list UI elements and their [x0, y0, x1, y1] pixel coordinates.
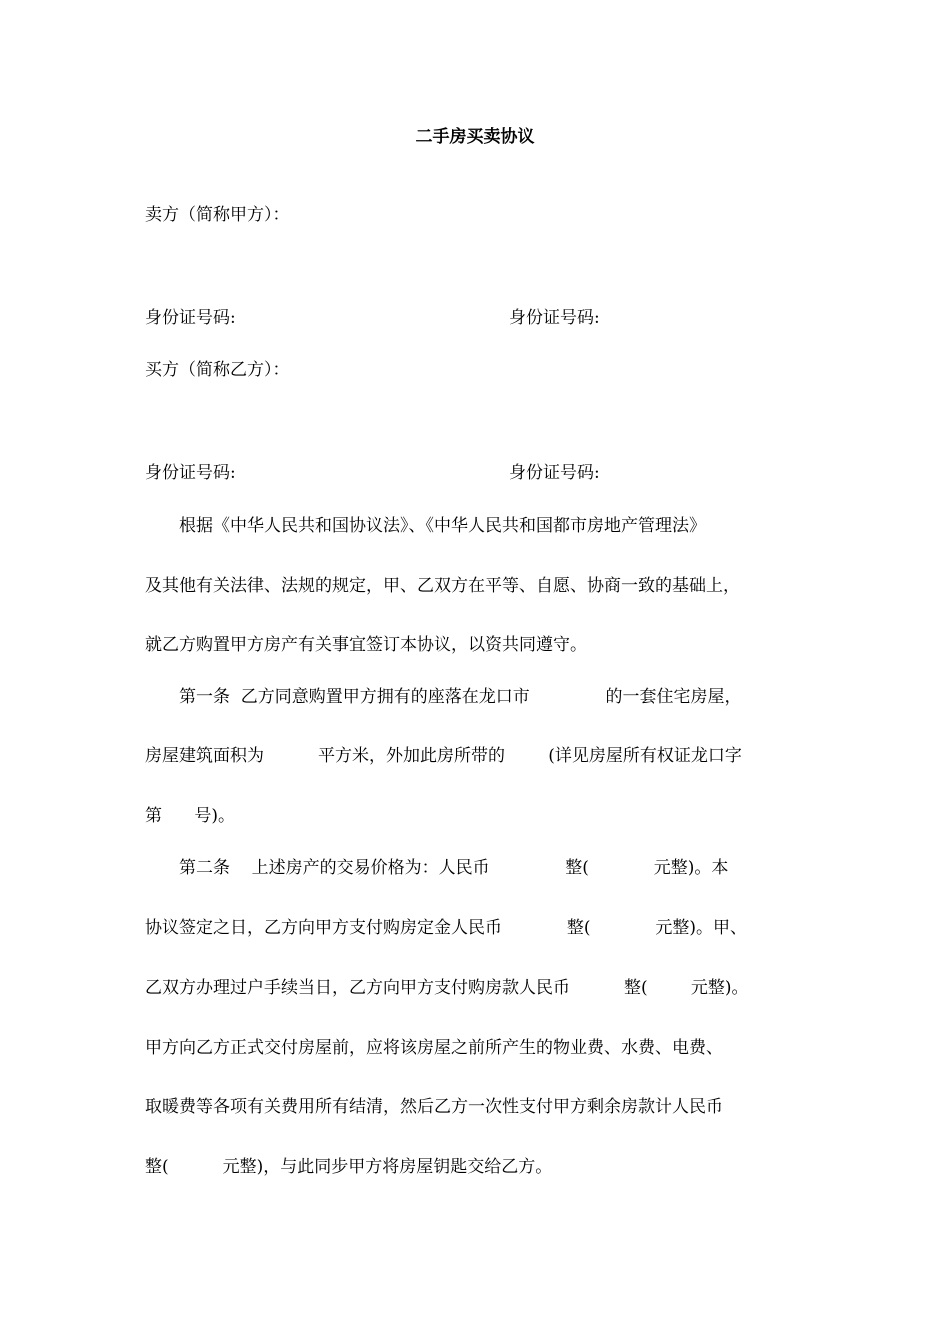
article-2-line: 甲方向乙方正式交付房屋前，应将该房屋之前所产生的物业费、水费、电费、: [145, 1038, 723, 1058]
article-2-line: 乙双方办理过户手续当日，乙方向甲方支付购房款人民币 整( 元整)。: [145, 978, 749, 998]
buyer-id-label-1: 身份证号码:: [145, 463, 236, 483]
body-line: 就乙方购置甲方房产有关事宜签订本协议，以资共同遵守。: [145, 635, 587, 655]
article-2-line: 第二条 上述房产的交易价格为：人民币 整( 元整)。本: [145, 858, 729, 878]
seller-id-label-1: 身份证号码:: [145, 308, 236, 328]
body-line: 及其他有关法律、法规的规定，甲、乙双方在平等、自愿、协商一致的基础上，: [145, 576, 740, 596]
article-1-line: 第一条 乙方同意购置甲方拥有的座落在龙口市 的一套住宅房屋，: [145, 687, 742, 707]
article-1-line: 第 号)。: [145, 806, 236, 826]
body-line: 根据《中华人民共和国协议法》、《中华人民共和国都市房地产管理法》: [145, 516, 706, 536]
seller-id-label-2: 身份证号码:: [509, 308, 600, 328]
article-1-line: 房屋建筑面积为 平方米，外加此房所带的 (详见房屋所有权证龙口字: [145, 746, 742, 766]
article-2-line: 整( 元整)，与此同步甲方将房屋钥匙交给乙方。: [145, 1157, 553, 1177]
article-2-line: 协议签定之日，乙方向甲方支付购房定金人民币 整( 元整)。甲、: [145, 918, 747, 938]
buyer-id-label-2: 身份证号码:: [509, 463, 600, 483]
buyer-label: 买方（简称乙方）：: [145, 360, 290, 380]
document-title: 二手房买卖协议: [415, 127, 535, 147]
seller-label: 卖方（简称甲方）：: [145, 205, 290, 225]
article-2-line: 取暖费等各项有关费用所有结清，然后乙方一次性支付甲方剩余房款计人民币: [145, 1097, 723, 1117]
